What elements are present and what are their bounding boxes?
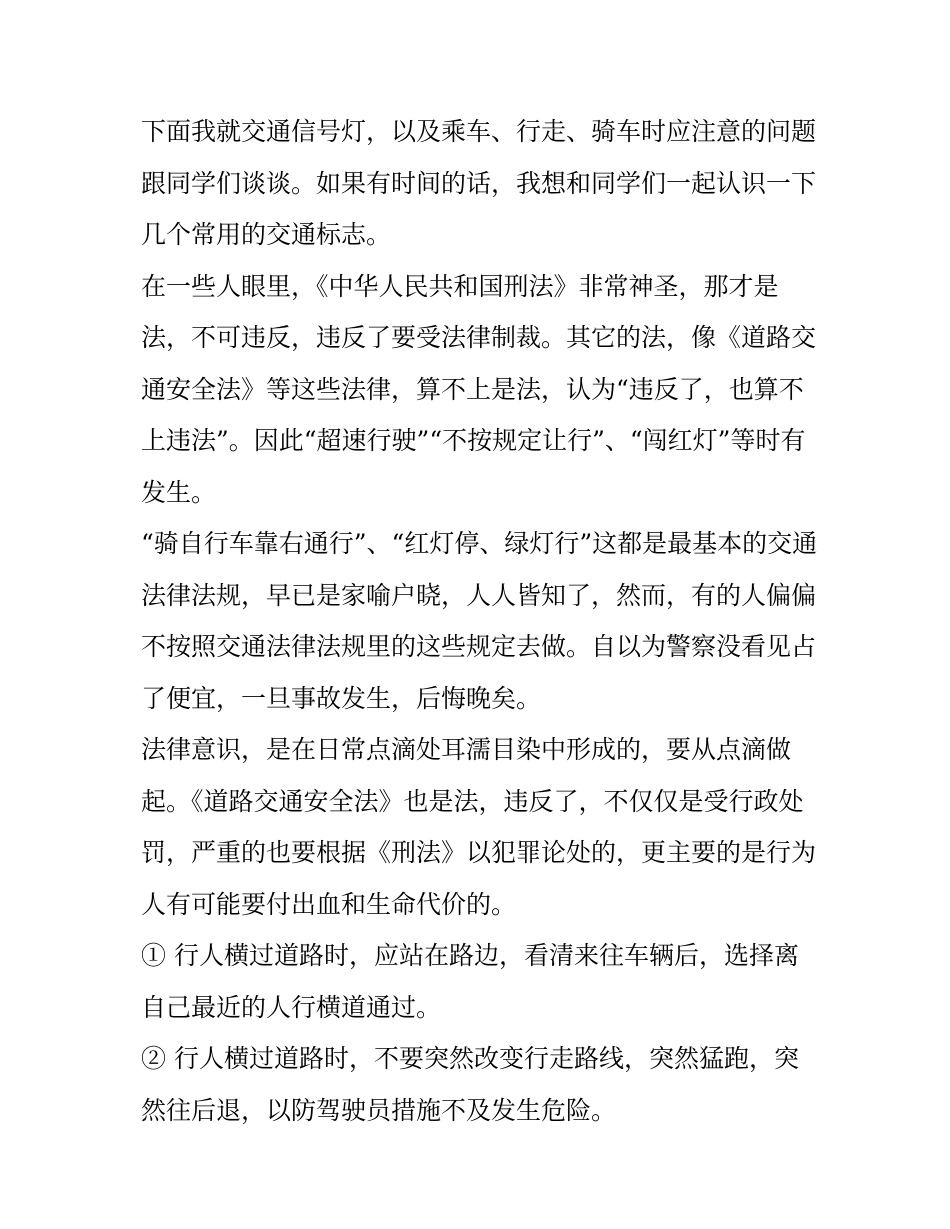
text-line-8: 发生。 (141, 477, 217, 507)
text-line-20: 然往后退，以防驾驶员措施不及发生危险。 (141, 1095, 617, 1125)
text-line-14: 起。《道路交通安全法》也是法，违反了，不仅仅是受行政处 (141, 786, 804, 816)
text-line-9: “骑自行车靠右通行”、“红灯停、绿灯行”这都是最基本的交通 (141, 529, 818, 558)
text-line-19: ② 行人横过道路时，不要突然改变行走路线，突然猛跑，突 (141, 1044, 799, 1073)
text-line-7: 上违法”。因此“超速行驶”“不按规定让行”、“闯红灯”等时有 (141, 426, 806, 455)
text-line-17: ① 行人横过道路时，应站在路边，看清来往车辆后，选择离 (141, 941, 799, 970)
text-line-6: 通安全法》等这些法律，算不上是法，认为“违反了，也算不 (141, 374, 804, 404)
text-line-15: 罚，严重的也要根据《刑法》以犯罪论处的，更主要的是行为 (141, 838, 817, 867)
text-line-4: 在一些人眼里，《中华人民共和国刑法》非常神圣，那才是 (141, 271, 779, 301)
text-line-10: 法律法规，早已是家喻户晓，人人皆知了，然而，有的人偏偏 (141, 580, 817, 610)
text-line-1: 下面我就交通信号灯，以及乘车、行走、骑车时应注意的问题 (141, 117, 817, 146)
text-line-2: 跟同学们谈谈。如果有时间的话，我想和同学们一起认识一下 (141, 168, 817, 198)
text-line-18: 自己最近的人行横道通过。 (141, 992, 442, 1022)
text-line-11: 不按照交通法律法规里的这些规定去做。自以为警察没看见占 (141, 632, 817, 661)
text-line-16: 人有可能要付出血和生命代价的。 (141, 889, 517, 919)
text-line-5: 法，不可违反，违反了要受法律制裁。其它的法，像《道路交 (141, 323, 817, 352)
text-line-12: 了便宜，一旦事故发生，后悔晚矣。 (141, 683, 542, 713)
text-line-13: 法律意识，是在日常点滴处耳濡目染中形成的，要从点滴做 (141, 735, 792, 764)
text-line-3: 几个常用的交通标志。 (141, 220, 392, 249)
document-body (141, 106, 817, 1136)
